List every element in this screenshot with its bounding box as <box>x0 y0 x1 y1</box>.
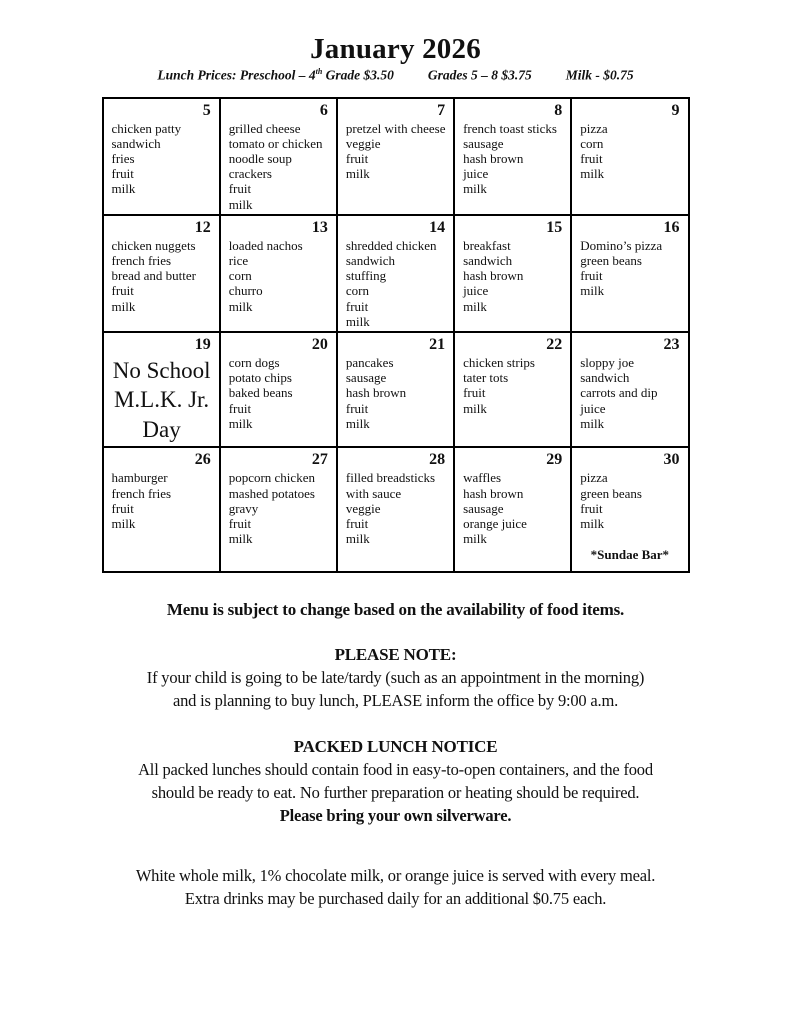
price-preschool-prefix: Lunch Prices: Preschool – 4 <box>157 67 316 83</box>
please-note-heading: PLEASE NOTE: <box>334 645 457 665</box>
menu-item: filled breadsticks <box>345 470 436 486</box>
menu-item: juice <box>463 283 489 299</box>
calendar-day-cell <box>454 447 571 572</box>
packed-lunch-heading: PACKED LUNCH NOTICE <box>293 737 498 757</box>
calendar-week-row <box>103 215 689 332</box>
calendar-table <box>102 97 690 574</box>
menu-item: fruit <box>111 283 134 299</box>
no-school-line: No School <box>112 357 211 383</box>
menu-item: corn <box>580 135 604 151</box>
menu-item: veggie <box>345 135 381 151</box>
menu-item: shredded chicken <box>345 237 437 253</box>
calendar-day-cell <box>571 332 688 448</box>
menu-items <box>112 238 212 314</box>
packed-lunch-block <box>0 735 791 827</box>
menu-item: milk <box>580 415 605 431</box>
calendar-day-cell <box>337 215 454 332</box>
menu-item: potato chips <box>228 370 292 386</box>
menu-items <box>346 470 446 546</box>
menu-item: milk <box>228 531 253 547</box>
menu-item: sausage <box>463 135 504 151</box>
menu-items <box>580 121 680 182</box>
calendar-week-row <box>103 98 689 215</box>
day-number: 29 <box>546 451 563 469</box>
menu-item: green beans <box>580 485 642 501</box>
day-number: 21 <box>429 335 446 353</box>
calendar-day-cell <box>103 447 220 572</box>
silverware-note: Please bring your own silverware. <box>279 806 512 826</box>
calendar-week-row <box>103 332 689 448</box>
menu-item: milk <box>345 415 370 431</box>
menu-item: grilled cheese <box>228 120 301 136</box>
menu-item: churro <box>228 283 263 299</box>
menu-item: green beans <box>580 252 642 268</box>
page-title: January 2026 <box>310 33 481 65</box>
price-preschool-suffix: Grade $3.50 <box>322 67 394 83</box>
menu-item: tomato or chicken <box>228 135 323 151</box>
menu-item: fruit <box>580 500 603 516</box>
no-school-notice <box>112 356 212 445</box>
menu-item: sausage <box>345 370 387 386</box>
calendar-day-cell <box>103 332 220 448</box>
menu-item: fruit <box>228 400 252 416</box>
menu-item: milk <box>345 531 370 547</box>
calendar-day-cell <box>337 332 454 448</box>
menu-item: fruit <box>345 150 369 166</box>
menu-items <box>229 238 329 314</box>
price-milk: Milk - $0.75 <box>565 67 634 83</box>
menu-item: pretzel with cheese <box>345 120 446 136</box>
no-school-line: Day <box>142 416 181 442</box>
menu-item: fries <box>111 150 135 166</box>
menu-item: milk <box>580 283 605 299</box>
menu-item: sandwich <box>580 370 630 386</box>
menu-item: pizza <box>580 470 608 486</box>
menu-item: pancakes <box>345 354 394 370</box>
day-number: 12 <box>194 218 211 236</box>
day-number: 22 <box>546 335 563 353</box>
menu-item: milk <box>111 298 136 314</box>
menu-item: sausage <box>463 500 504 516</box>
menu-item: bread and butter <box>111 268 196 284</box>
menu-item: crackers <box>228 166 272 182</box>
menu-item: chicken strips <box>463 354 535 370</box>
menu-item: milk <box>463 531 487 547</box>
day-number: 19 <box>194 335 211 353</box>
menu-item: milk <box>345 313 370 329</box>
menu-item: breakfast <box>463 237 511 253</box>
menu-item: sandwich <box>111 135 161 151</box>
day-number: 16 <box>663 218 680 236</box>
packed-lunch-line: All packed lunches should contain food in easy-to-open containers, and the food <box>138 760 653 780</box>
menu-item: mashed potatoes <box>228 485 315 501</box>
day-number: 6 <box>319 101 328 119</box>
day-number: 7 <box>437 101 446 119</box>
menu-item: rice <box>228 252 249 268</box>
menu-item: corn <box>345 283 369 299</box>
calendar-day-cell <box>337 98 454 215</box>
menu-item: milk <box>228 415 253 431</box>
menu-item: french toast sticks <box>463 120 557 136</box>
day-number: 15 <box>546 218 563 236</box>
calendar-day-cell <box>337 447 454 572</box>
menu-items <box>112 470 212 531</box>
menu-item: milk <box>228 298 253 314</box>
milk-note-block <box>0 864 791 910</box>
menu-item: loaded nachos <box>228 237 303 253</box>
menu-items <box>463 355 563 416</box>
menu-item: sloppy joe <box>580 354 635 370</box>
menu-item: hash brown <box>463 268 524 284</box>
day-number: 30 <box>663 451 680 469</box>
menu-change-note: Menu is subject to change based on the availability of food items. <box>166 600 625 620</box>
milk-note-line: White whole milk, 1% chocolate milk, or orange juice is served with every meal. <box>135 866 656 886</box>
menu-item: milk <box>228 196 253 212</box>
calendar-day-cell <box>103 215 220 332</box>
menu-item: fruit <box>111 500 134 516</box>
menu-items <box>463 470 563 546</box>
menu-item: chicken nuggets <box>111 237 196 253</box>
day-number: 5 <box>202 101 211 119</box>
menu-item: fruit <box>345 400 369 416</box>
calendar-day-cell <box>454 332 571 448</box>
packed-lunch-line: should be ready to eat. No further preparation or heating should be required. <box>151 783 640 803</box>
menu-items <box>463 238 563 314</box>
menu-item: milk <box>111 181 136 197</box>
calendar-day-cell <box>220 98 337 215</box>
sundae-bar-note: *Sundae Bar* <box>590 547 670 563</box>
menu-items <box>580 355 680 431</box>
price-ordinal-suffix: th <box>315 67 323 76</box>
menu-item: stuffing <box>345 268 387 284</box>
menu-items <box>580 470 680 531</box>
menu-items <box>463 121 563 197</box>
menu-item: corn dogs <box>228 354 280 370</box>
menu-items <box>580 238 680 299</box>
notes-section <box>0 600 791 910</box>
menu-items <box>346 355 446 431</box>
calendar-day-cell <box>454 215 571 332</box>
menu-item: french fries <box>111 485 172 501</box>
menu-item: sandwich <box>345 252 395 268</box>
no-school-line: M.L.K. Jr. <box>113 387 210 413</box>
day-number: 28 <box>429 451 446 469</box>
menu-item: veggie <box>345 500 381 516</box>
day-number: 9 <box>671 101 680 119</box>
menu-items <box>346 238 446 329</box>
menu-item: gravy <box>228 500 259 516</box>
menu-item: popcorn chicken <box>228 470 315 486</box>
menu-item: milk <box>463 298 487 314</box>
day-number: 8 <box>554 101 563 119</box>
menu-item: fruit <box>228 181 252 197</box>
menu-item: fruit <box>345 516 369 532</box>
menu-item: pizza <box>580 120 608 136</box>
menu-items <box>112 121 212 197</box>
please-note-line: and is planning to buy lunch, PLEASE inform the office by 9:00 a.m. <box>172 691 619 711</box>
menu-item: milk <box>463 400 487 416</box>
menu-item: tater tots <box>463 370 509 386</box>
menu-item: milk <box>463 181 487 197</box>
calendar-day-cell <box>220 447 337 572</box>
milk-note-line: Extra drinks may be purchased daily for an additional $0.75 each. <box>184 889 607 909</box>
menu-item: milk <box>580 516 605 532</box>
please-note-block <box>0 643 791 712</box>
calendar-day-cell <box>454 98 571 215</box>
menu-item: hamburger <box>111 470 168 486</box>
menu-items <box>229 355 329 431</box>
calendar-week-row <box>103 447 689 572</box>
menu-item: fruit <box>111 166 134 182</box>
menu-item: noodle soup <box>228 150 292 166</box>
day-number: 14 <box>429 218 446 236</box>
menu-item: milk <box>580 166 605 182</box>
menu-item: hash brown <box>463 150 524 166</box>
menu-item: milk <box>111 516 136 532</box>
menu-items <box>346 121 446 182</box>
day-number: 26 <box>194 451 211 469</box>
menu-item: sandwich <box>463 252 513 268</box>
day-number: 13 <box>311 218 328 236</box>
calendar-day-cell <box>220 215 337 332</box>
menu-item: juice <box>463 166 489 182</box>
menu-item: waffles <box>463 470 502 486</box>
please-note-line: If your child is going to be late/tardy (such as an appointment in the morning) <box>146 668 645 688</box>
menu-item: fruit <box>345 298 369 314</box>
lunch-prices-line <box>0 67 791 84</box>
menu-item: french fries <box>111 252 172 268</box>
menu-items <box>229 121 329 212</box>
calendar-day-cell <box>220 332 337 448</box>
menu-item: with sauce <box>345 485 402 501</box>
menu-item: fruit <box>463 385 486 401</box>
menu-item: milk <box>345 166 370 182</box>
menu-item: carrots and dip <box>580 385 658 401</box>
calendar-body <box>103 98 689 573</box>
day-number: 20 <box>311 335 328 353</box>
menu-item: chicken patty <box>111 120 182 136</box>
calendar-day-cell <box>103 98 220 215</box>
menu-item: Domino’s pizza <box>580 237 663 253</box>
menu-item: fruit <box>580 268 603 284</box>
price-grades-5-8: Grades 5 – 8 $3.75 <box>427 67 532 83</box>
menu-item: baked beans <box>228 385 293 401</box>
menu-item: orange juice <box>463 516 527 532</box>
menu-item: corn <box>228 268 252 284</box>
calendar-day-cell <box>571 447 688 572</box>
calendar-day-cell <box>571 98 688 215</box>
menu-items <box>229 470 329 546</box>
menu-item: juice <box>580 400 606 416</box>
menu-item: fruit <box>580 150 603 166</box>
menu-item: hash brown <box>463 485 524 501</box>
menu-item: fruit <box>228 516 252 532</box>
day-number: 23 <box>663 335 680 353</box>
calendar-day-cell <box>571 215 688 332</box>
day-number: 27 <box>311 451 328 469</box>
menu-item: hash brown <box>345 385 407 401</box>
